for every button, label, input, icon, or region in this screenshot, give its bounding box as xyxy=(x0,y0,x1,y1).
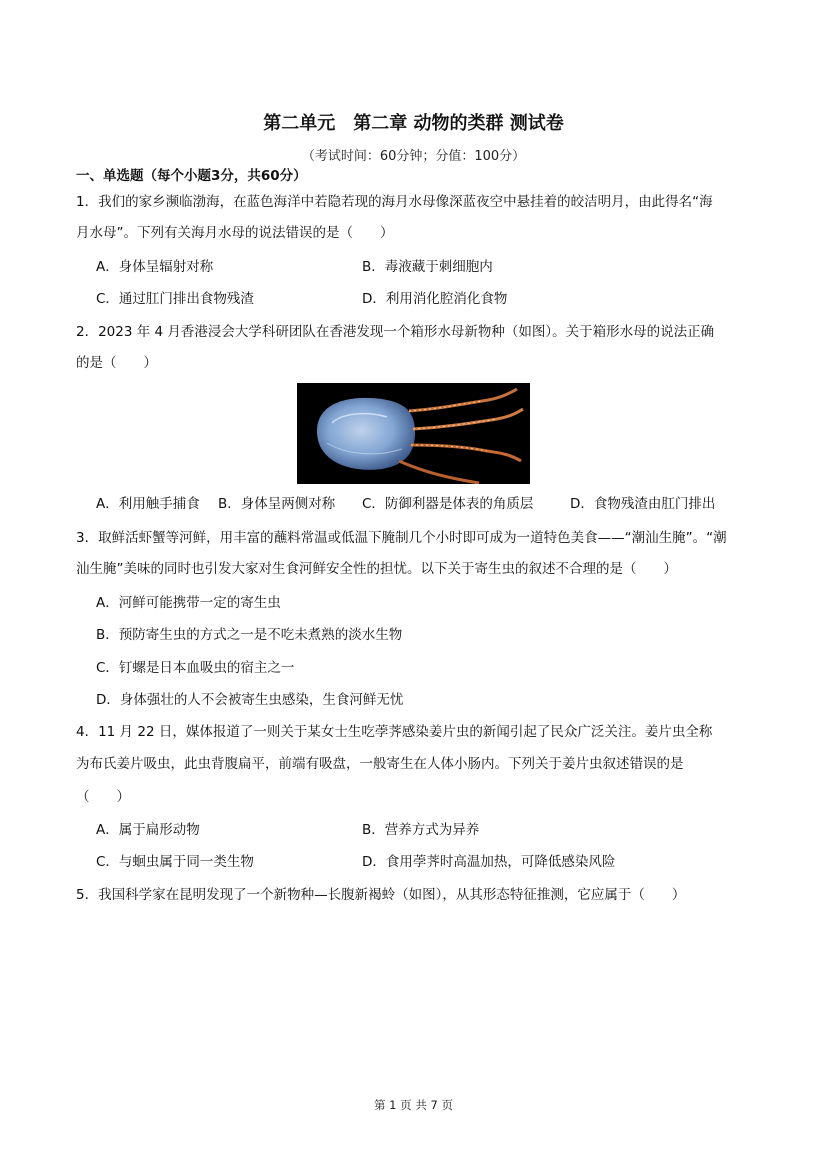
section-heading: 一、单选题（每个小题3分，共60分） xyxy=(76,168,307,184)
question-3-option-b: B．预防寄生虫的方式之一是不吃未煮熟的淡水生物 xyxy=(96,627,403,643)
box-jellyfish-illustration xyxy=(297,383,530,484)
question-2-option-c: C．防御利器是体表的角质层 xyxy=(362,496,534,512)
question-4-option-d: D．食用荸荠时高温加热，可降低感染风险 xyxy=(362,854,616,870)
question-2-line-2: 的是（ ） xyxy=(76,355,157,371)
question-2-option-d: D．食物残渣由肛门排出 xyxy=(570,496,716,512)
page-title: 第二单元 第二章 动物的类群 测试卷 xyxy=(263,113,564,134)
question-1-option-d: D．利用消化腔消化食物 xyxy=(362,291,508,307)
question-4-line-1: 4．11 月 22 日，媒体报道了一则关于某女士生吃荸荠感染姜片虫的新闻引起了民众广泛关注。姜片虫全称 xyxy=(76,724,713,740)
question-3-option-a: A．河鲜可能携带一定的寄生虫 xyxy=(96,595,281,611)
question-1-line-2: 月水母”。下列有关海月水母的说法错误的是（ ） xyxy=(76,225,394,241)
question-3-option-c: C．钉螺是日本血吸虫的宿主之一 xyxy=(96,660,295,676)
question-4-option-a: A．属于扁形动物 xyxy=(96,822,200,838)
question-3-line-2: 汕生腌”美味的同时也引发大家对生食河鲜安全性的担忧。以下关于寄生虫的叙述不合理的是（ ） xyxy=(76,561,677,577)
question-1-option-a: A．身体呈辐射对称 xyxy=(96,259,214,275)
question-4-option-b: B．营养方式为异养 xyxy=(362,822,480,838)
question-2-line-1: 2．2023 年 4 月香港浸会大学科研团队在香港发现一个箱形水母新物种（如图）。关于箱形水母的说法正确 xyxy=(76,324,715,340)
question-2-option-b: B．身体呈两侧对称 xyxy=(218,496,336,512)
question-4-line-2: 为布氏姜片吸虫，此虫背腹扁平，前端有吸盘，一般寄生在人体小肠内。下列关于姜片虫叙述错误的是 xyxy=(76,756,684,772)
question-3-option-d: D．身体强壮的人不会被寄生虫感染，生食河鲜无忧 xyxy=(96,692,404,708)
question-4-line-3: （ ） xyxy=(76,789,130,805)
question-2-option-a: A．利用触手捕食 xyxy=(96,496,200,512)
question-5-line-1: 5．我国科学家在昆明发现了一个新物种—长腹新褐蛉（如图），从其形态特征推测，它应属于（ ） xyxy=(76,887,686,903)
question-1-line-1: 1．我们的家乡濒临渤海，在蓝色海洋中若隐若现的海月水母像深蓝夜空中悬挂着的皎洁明月，由此得名“海 xyxy=(76,194,713,210)
page-number: 第 1 页 共 7 页 xyxy=(374,1098,453,1112)
exam-info: （考试时间：60分钟；分值：100分） xyxy=(301,149,526,164)
box-jellyfish-image xyxy=(297,383,530,484)
question-4-option-c: C．与蛔虫属于同一类生物 xyxy=(96,854,254,870)
question-1-option-b: B．毒液藏于刺细胞内 xyxy=(362,259,493,275)
question-3-line-1: 3．取鲜活虾蟹等河鲜，用丰富的蘸料常温或低温下腌制几个小时即可成为一道特色美食——“潮汕生腌”。“潮 xyxy=(76,530,727,546)
question-1-option-c: C．通过肛门排出食物残渣 xyxy=(96,291,254,307)
